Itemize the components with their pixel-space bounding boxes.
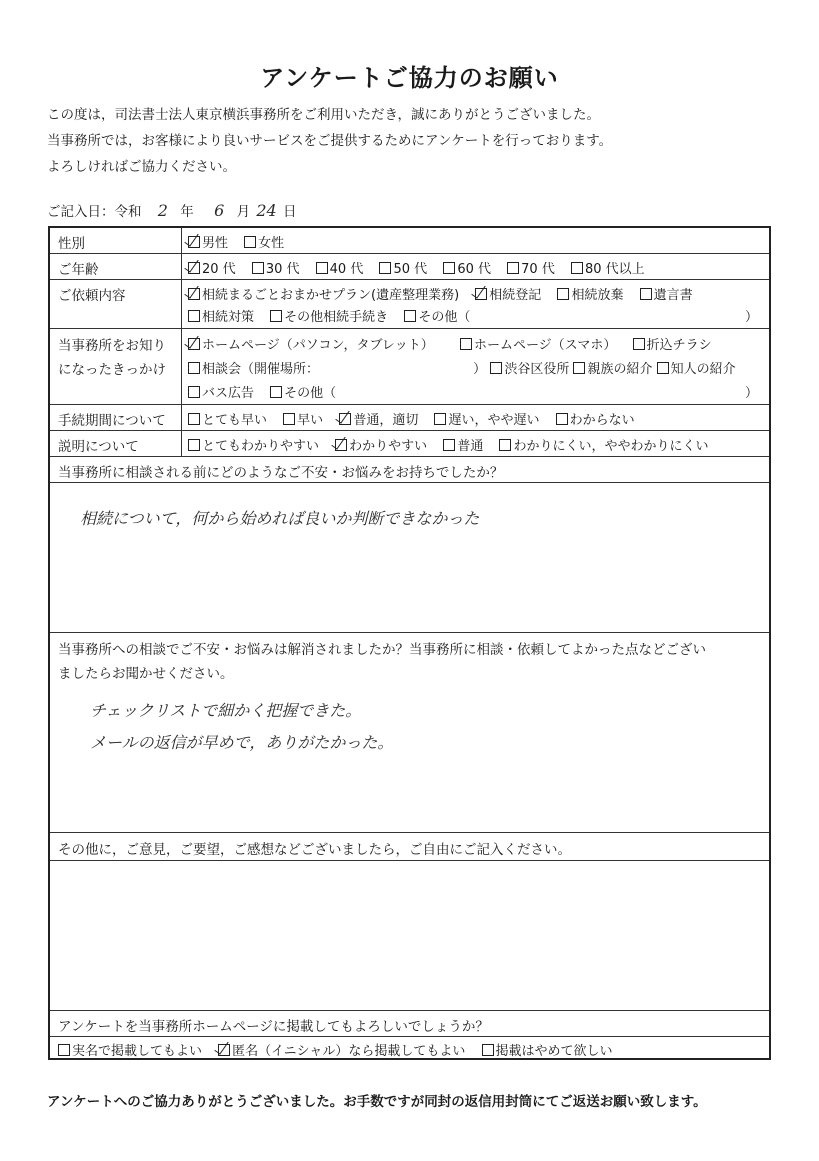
option-label: わかりにくい，ややわかりにくい — [513, 439, 709, 454]
option-label: 実名で掲載してもよい — [72, 1044, 203, 1059]
publish-option-decline[interactable] — [482, 1040, 613, 1059]
period-option[interactable] — [188, 409, 267, 428]
source-options-line1 — [188, 334, 712, 353]
source-option[interactable] — [490, 362, 569, 377]
date-field[interactable] — [47, 200, 297, 220]
checkbox[interactable] — [573, 362, 585, 374]
row-divider — [50, 482, 769, 483]
checkbox[interactable] — [556, 413, 568, 425]
period-options — [188, 409, 635, 428]
gender-label: 性別 — [58, 236, 85, 252]
request-option[interactable] — [557, 284, 623, 303]
option-label: 相続放棄 — [571, 288, 624, 303]
request-option[interactable] — [270, 306, 388, 325]
period-option[interactable] — [339, 409, 418, 428]
explain-label: 説明について — [58, 439, 139, 455]
option-label: 男性 — [202, 236, 229, 251]
option-label: 相談会（開催場所： — [202, 362, 320, 377]
close-paren: ） — [473, 362, 487, 377]
source-option[interactable] — [657, 362, 736, 377]
checkbox[interactable] — [188, 413, 200, 425]
option-label: 普通 — [457, 439, 484, 454]
year-unit: 年 — [180, 204, 194, 220]
source-label-line2: になったきっかけ — [58, 362, 166, 378]
publish-option-realname[interactable] — [58, 1040, 202, 1059]
close-paren: ） — [744, 310, 758, 325]
option-label: 20 代 — [202, 262, 236, 277]
age-option[interactable] — [188, 258, 236, 277]
checkbox-checked[interactable] — [335, 439, 347, 451]
checkbox[interactable] — [443, 439, 455, 451]
date-day-value[interactable]: 24 — [256, 201, 277, 220]
request-options-line1 — [188, 284, 693, 303]
day-unit: 日 — [283, 204, 297, 220]
row-divider — [50, 632, 769, 633]
checkbox[interactable] — [434, 413, 446, 425]
intro-line: この度は，司法書士法人東京横浜事務所をご利用いただき，誠にありがとうございました。 — [47, 107, 600, 123]
row-divider — [50, 832, 769, 833]
option-label: バス広告 — [202, 386, 255, 401]
request-option[interactable] — [188, 284, 459, 303]
option-label: 50 代 — [393, 262, 428, 277]
request-option[interactable] — [475, 284, 541, 303]
option-label: 匿名（イニシャル）なら掲載してもよい — [232, 1044, 466, 1059]
option-label: 70 代 — [521, 262, 555, 277]
publish-option-initials[interactable] — [218, 1040, 465, 1059]
answer-resolved-line2[interactable]: メールの返信が早めで，ありがたかった。 — [90, 733, 394, 752]
intro-line: 当事務所では，お客様により良いサービスをご提供するためにアンケートを行っております。 — [47, 133, 613, 149]
option-label: ホームページ（スマホ） — [473, 338, 617, 353]
period-option[interactable] — [283, 409, 323, 428]
period-option[interactable] — [434, 409, 539, 428]
age-options — [188, 258, 645, 277]
row-divider — [50, 404, 769, 405]
question-publish: アンケートを当事務所ホームページに掲載してもよろしいでしょうか？ — [58, 1019, 489, 1035]
question-resolved-line1: 当事務所への相談でご不安・お悩みは解消されましたか？当事務所に相談・依頼してよかった点などござい — [58, 642, 706, 658]
checkbox[interactable] — [270, 386, 282, 398]
intro-text — [47, 102, 612, 180]
age-option[interactable] — [443, 258, 491, 277]
date-month-value[interactable]: 6 — [214, 201, 225, 220]
comments-area[interactable] — [50, 861, 769, 1009]
row-divider — [50, 253, 769, 254]
checkbox-checked[interactable] — [188, 288, 200, 300]
option-label: 普通，適切 — [353, 413, 419, 428]
request-option[interactable] — [188, 306, 254, 325]
month-unit: 月 — [236, 204, 251, 220]
age-option[interactable] — [507, 258, 555, 277]
option-label: 早い — [297, 413, 324, 428]
publish-options — [58, 1040, 613, 1059]
option-label: 遅い，やや遅い — [448, 413, 540, 428]
question-comments: その他に，ご意見，ご要望，ご感想などございましたら，ご自由にご記入ください。 — [58, 842, 571, 858]
request-option-other[interactable] — [404, 306, 470, 325]
checkbox[interactable] — [188, 362, 200, 374]
option-label: その他相続手続き — [284, 310, 389, 325]
gender-options — [188, 232, 296, 251]
checkbox[interactable] — [283, 413, 295, 425]
intro-line: よろしければご協力ください。 — [47, 159, 236, 175]
date-year-value[interactable]: 2 — [157, 201, 168, 220]
checkbox[interactable] — [379, 262, 391, 274]
option-label: その他（ — [418, 310, 471, 325]
checkbox[interactable] — [58, 1044, 70, 1056]
source-label-line1: 当事務所をお知り — [58, 338, 166, 354]
option-label: とても早い — [202, 413, 268, 428]
source-options-line2 — [188, 358, 736, 377]
option-label: 渋谷区役所 — [504, 362, 570, 377]
age-option[interactable] — [316, 258, 364, 277]
request-options-line2 — [188, 306, 758, 325]
option-label: わからない — [569, 413, 635, 428]
checkbox[interactable] — [490, 362, 502, 374]
row-divider — [50, 1010, 769, 1011]
row-divider — [50, 279, 769, 280]
checkbox[interactable] — [244, 236, 256, 248]
page-title: アンケートご協力のお願い — [260, 64, 559, 92]
age-option[interactable] — [379, 258, 427, 277]
option-label: わかりやすい — [349, 439, 428, 454]
checkbox[interactable] — [657, 362, 669, 374]
date-label: ご記入日：令和 — [47, 204, 142, 220]
request-label: ご依頼内容 — [58, 288, 126, 304]
option-label: 遺言書 — [653, 288, 693, 303]
checkbox[interactable] — [188, 310, 200, 322]
checkbox[interactable] — [499, 439, 511, 451]
answer-worries[interactable]: 相続について，何から始めれば良いか判断できなかった — [80, 509, 480, 528]
row-divider — [50, 1036, 769, 1037]
age-label: ご年齢 — [58, 262, 99, 278]
source-option[interactable] — [188, 334, 434, 353]
option-label: 女性 — [258, 236, 285, 251]
source-option[interactable] — [188, 382, 254, 401]
checkbox-checked[interactable] — [475, 288, 487, 300]
explain-options — [188, 435, 708, 454]
checkbox[interactable] — [640, 288, 652, 300]
row-divider — [50, 430, 769, 431]
checkbox[interactable] — [316, 262, 328, 274]
checkbox[interactable] — [507, 262, 519, 274]
source-option-other[interactable] — [270, 382, 336, 401]
option-label: 80 代以上 — [584, 262, 645, 277]
gender-female-option[interactable] — [244, 232, 284, 251]
question-resolved-line2: ましたらお聞かせください。 — [58, 666, 234, 682]
checkbox[interactable] — [571, 262, 583, 274]
option-label: 相続登記 — [489, 288, 542, 303]
option-label: 30 代 — [265, 262, 300, 277]
checkbox[interactable] — [482, 1044, 494, 1056]
checkbox[interactable] — [633, 338, 645, 350]
option-label: とてもわかりやすい — [202, 439, 320, 454]
explain-option[interactable] — [443, 435, 483, 454]
close-paren: ） — [744, 386, 758, 401]
survey-form — [48, 226, 771, 1060]
source-option[interactable] — [633, 334, 712, 353]
explain-option[interactable] — [499, 435, 708, 454]
option-label: 相続まるごとおまかせプラン(遺産整理業務) — [202, 288, 460, 303]
checkbox[interactable] — [252, 262, 264, 274]
option-label: 折込チラシ — [646, 338, 712, 353]
option-label: 相続対策 — [202, 310, 255, 325]
checkbox-checked[interactable] — [188, 262, 200, 274]
explain-option[interactable] — [188, 435, 319, 454]
option-label: 掲載はやめて欲しい — [495, 1044, 613, 1059]
source-option[interactable] — [460, 334, 616, 353]
checkbox-checked[interactable] — [188, 338, 200, 350]
request-option[interactable] — [640, 284, 693, 303]
period-option[interactable] — [556, 409, 635, 428]
age-option[interactable] — [571, 258, 645, 277]
checkbox-checked[interactable] — [218, 1044, 230, 1056]
checkbox[interactable] — [188, 439, 200, 451]
checkbox-checked[interactable] — [188, 236, 200, 248]
option-label: 60 代 — [457, 262, 491, 277]
option-label: その他（ — [284, 386, 337, 401]
option-label: 40 代 — [329, 262, 364, 277]
source-option[interactable] — [573, 362, 652, 377]
checkbox[interactable] — [460, 338, 472, 350]
explain-option[interactable] — [335, 435, 427, 454]
period-label: 手続期間について — [58, 413, 166, 429]
option-label: ホームページ（パソコン，タブレット） — [202, 338, 434, 353]
question-worries: 当事務所に相談される前にどのようなご不安・お悩みをお持ちでしたか？ — [58, 465, 504, 481]
checkbox-checked[interactable] — [339, 413, 351, 425]
source-options-line3 — [188, 382, 758, 401]
gender-male-option[interactable] — [188, 232, 228, 251]
label-divider — [181, 228, 182, 456]
option-label: 親族の紹介 — [587, 362, 653, 377]
checkbox[interactable] — [188, 386, 200, 398]
checkbox[interactable] — [443, 262, 455, 274]
answer-resolved-line1[interactable]: チェックリストで細かく把握できた。 — [90, 701, 362, 720]
checkbox[interactable] — [270, 310, 282, 322]
source-option-seminar[interactable] — [188, 358, 319, 377]
checkbox[interactable] — [404, 310, 416, 322]
age-option[interactable] — [252, 258, 300, 277]
option-label: 知人の紹介 — [670, 362, 736, 377]
row-divider — [50, 328, 769, 329]
footer-thanks: アンケートへのご協力ありがとうございました。お手数ですが同封の返信用封筒にてご返送お願い致します。 — [47, 1094, 707, 1110]
row-divider — [50, 456, 769, 457]
checkbox[interactable] — [557, 288, 569, 300]
